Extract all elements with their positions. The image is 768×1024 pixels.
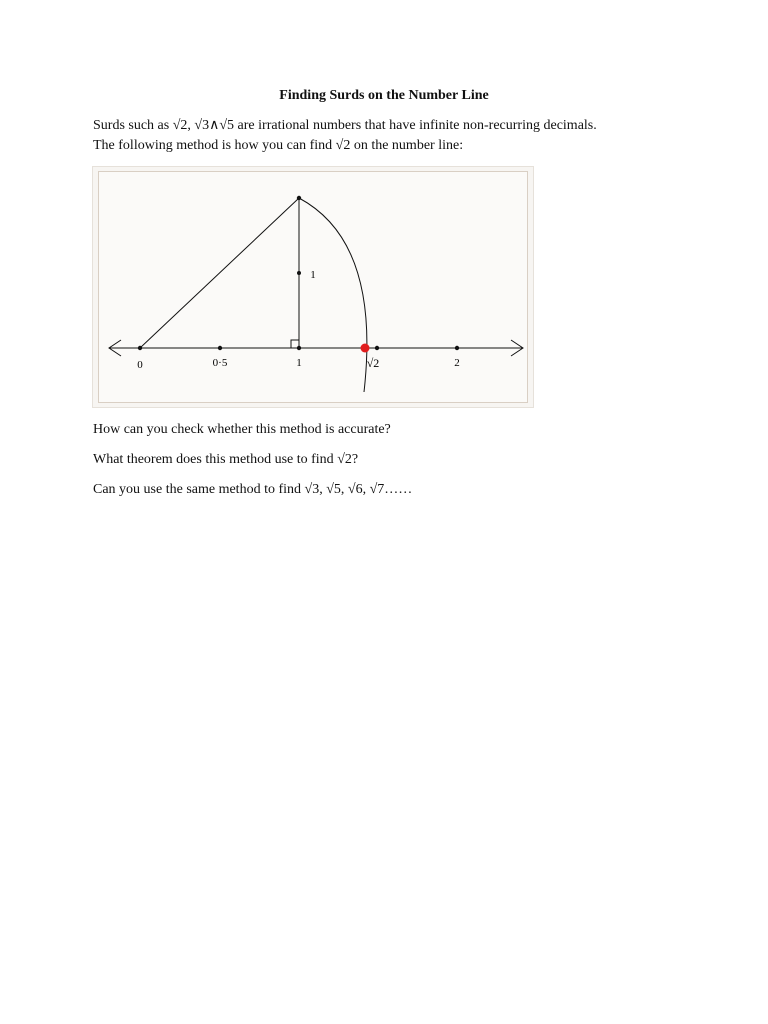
number-line-figure	[92, 166, 534, 408]
triangle-apex-point	[297, 196, 301, 200]
page-title: Finding Surds on the Number Line	[279, 88, 489, 103]
number-line-diagram	[99, 172, 529, 404]
question-theorem-prefix: What theorem does this method use to find	[93, 452, 338, 467]
tick-two	[455, 346, 459, 350]
surd-root-5: √5	[219, 118, 235, 133]
tick-zero	[138, 346, 142, 350]
surd-root-2-find: √2	[335, 138, 351, 153]
intro-line-2-prefix: The following method is how you can find	[93, 138, 336, 153]
separator-comma: ,	[187, 118, 195, 133]
intro-line-1	[93, 116, 597, 136]
surd-root-2: √2	[172, 118, 188, 133]
compass-arc	[299, 198, 367, 392]
question-check-accuracy: How can you check whether this method is accurate?	[93, 422, 391, 437]
label-height-one: 1	[310, 269, 316, 281]
label-one: 1	[296, 357, 302, 369]
label-half: 0·5	[212, 357, 228, 369]
tick-half	[218, 346, 222, 350]
question-theorem-surd: √2	[337, 452, 352, 467]
intro-line-1-prefix: Surds such as	[93, 118, 173, 133]
root-two-marker	[361, 344, 370, 353]
question-theorem	[93, 450, 358, 470]
separator-wedge: ∧	[209, 118, 220, 133]
intro-line-2-suffix: on the number line:	[350, 138, 464, 153]
label-root-two: √2	[366, 356, 380, 370]
figure-frame	[98, 171, 528, 403]
tick-one	[297, 346, 301, 350]
surd-root-3: √3	[194, 118, 210, 133]
intro-line-1-suffix: are irrational numbers that have infinite non-recurring decimals.	[234, 118, 597, 133]
question-same-method	[93, 480, 412, 500]
hypotenuse-line	[140, 198, 299, 348]
height-midpoint	[297, 271, 301, 275]
label-zero: 0	[137, 359, 143, 371]
tick-near-root-two	[375, 346, 379, 350]
question-same-method-list: √3, √5, √6, √7……	[304, 482, 413, 497]
intro-line-2	[93, 136, 463, 156]
label-two: 2	[454, 357, 460, 369]
question-same-method-prefix: Can you use the same method to find	[93, 482, 305, 497]
question-theorem-suffix: ?	[351, 452, 359, 467]
